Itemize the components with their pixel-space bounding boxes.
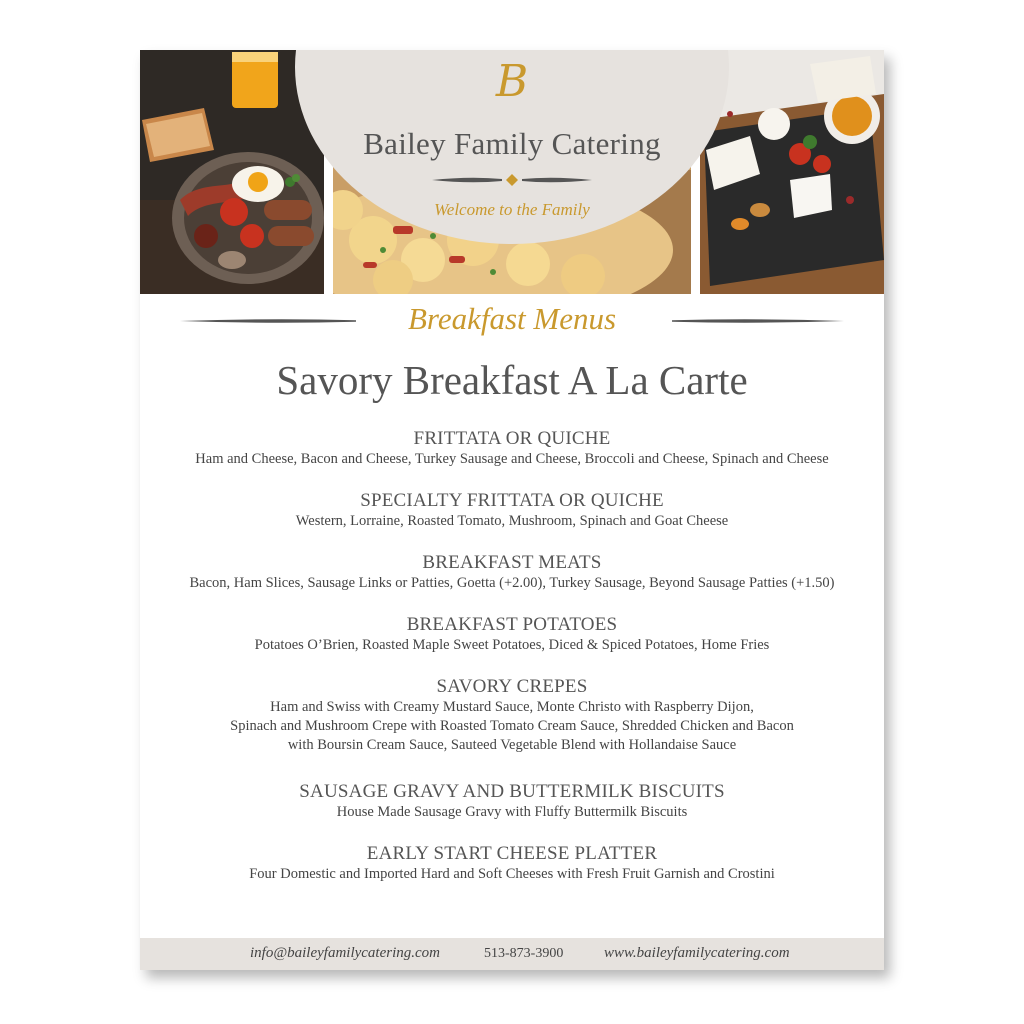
section-title: Breakfast Menus xyxy=(407,301,617,336)
menu-item xyxy=(140,781,884,822)
menu-item-description: Bacon, Ham Slices, Sausage Links or Patties, Goetta (+2.00), Turkey Sausage, Beyond Sausage Patties (+1.50) xyxy=(189,575,835,591)
menu-item-name: SPECIALTY FRITTATA OR QUICHE xyxy=(360,490,664,511)
menu-item-description: Spinach and Mushroom Crepe with Roasted Tomato Cream Sauce, Shredded Chicken and Bacon xyxy=(230,718,794,734)
menu-sheet xyxy=(140,50,884,970)
menu-item xyxy=(140,490,884,531)
menu-item xyxy=(140,676,884,755)
menu-item-description: House Made Sausage Gravy with Fluffy Buttermilk Biscuits xyxy=(336,804,688,820)
menu-item-description: with Boursin Cream Sauce, Sauteed Vegetable Blend with Hollandaise Sauce xyxy=(287,737,737,753)
section-divider-right xyxy=(672,318,844,324)
footer-phone[interactable]: 513-873-3900 xyxy=(484,946,564,961)
menu-item-description: Ham and Cheese, Bacon and Cheese, Turkey Sausage and Cheese, Broccoli and Cheese, Spinach and Cheese xyxy=(195,451,829,467)
menu-item-name: BREAKFAST MEATS xyxy=(422,552,602,573)
brand-monogram-logo: B xyxy=(495,56,529,107)
menu-item xyxy=(140,843,884,884)
brand-name: Bailey Family Catering xyxy=(363,126,661,161)
menu-item-name: SAVORY CREPES xyxy=(436,676,588,697)
menu-item xyxy=(140,428,884,469)
menu-item-name: EARLY START CHEESE PLATTER xyxy=(366,843,658,864)
menu-item-name: BREAKFAST POTATOES xyxy=(406,614,618,635)
brand-divider xyxy=(432,174,592,186)
brand-tagline: Welcome to the Family xyxy=(434,200,590,219)
footer-email-link[interactable]: info@baileyfamilycatering.com xyxy=(250,945,441,961)
menu-item xyxy=(140,614,884,655)
menu-item xyxy=(140,552,884,593)
footer-website-link[interactable]: www.baileyfamilycatering.com xyxy=(604,945,790,961)
menu-item-description: Potatoes O’Brien, Roasted Maple Sweet Potatoes, Diced & Spiced Potatoes, Home Fries xyxy=(254,637,770,653)
page-title: Savory Breakfast A La Carte xyxy=(276,357,748,403)
footer-contact-bar xyxy=(140,938,884,970)
menu-item-description: Ham and Swiss with Creamy Mustard Sauce, Monte Christo with Raspberry Dijon, xyxy=(270,699,754,715)
menu-item-name: FRITTATA OR QUICHE xyxy=(413,428,611,449)
menu-item-description: Western, Lorraine, Roasted Tomato, Mushroom, Spinach and Goat Cheese xyxy=(295,513,729,529)
menu-item-description: Four Domestic and Imported Hard and Soft Cheeses with Fresh Fruit Garnish and Crostini xyxy=(249,866,775,882)
menu-item-name: SAUSAGE GRAVY AND BUTTERMILK BISCUITS xyxy=(299,781,725,802)
menu-list xyxy=(140,428,884,905)
